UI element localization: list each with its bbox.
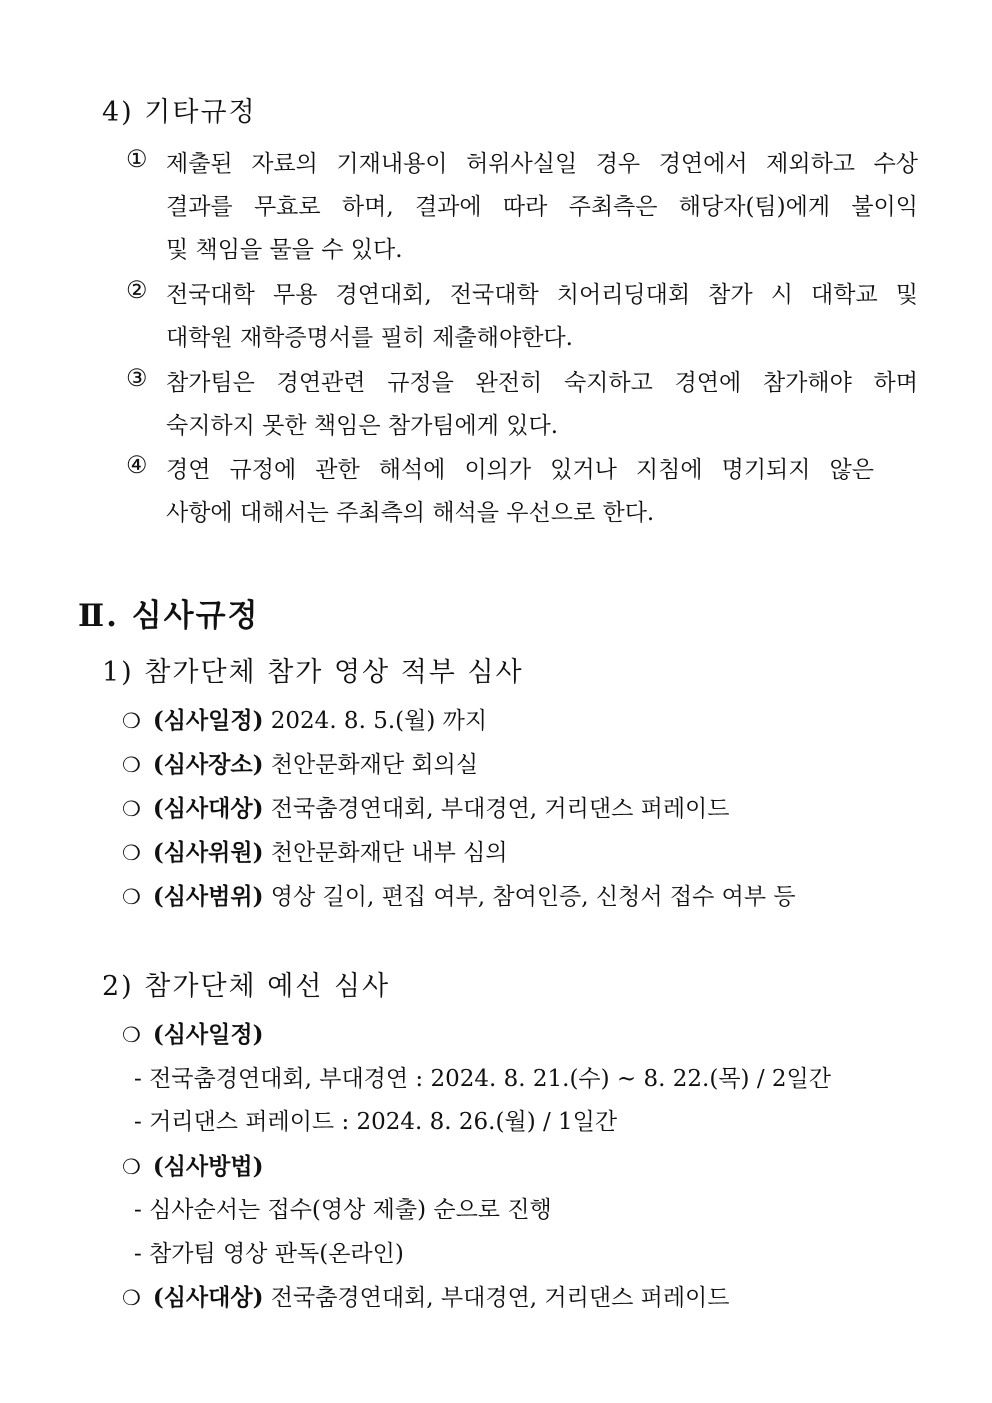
bullet-label: (심사대상) — [152, 795, 264, 822]
bullet-circle-icon: ❍ — [122, 885, 141, 909]
item-line: 경연 규정에 관한 해석에 이의가 있거나 지침에 명기되지 않은 — [166, 457, 874, 483]
bullet-item — [122, 702, 487, 735]
item-marker: ④ — [126, 451, 148, 479]
item-line: 및 책임을 물을 수 있다. — [166, 237, 403, 263]
schedule-line: - 전국춤경연대회, 부대경연 : 2024. 8. 21.(수) ~ 8. 22.(목) / 2일간 — [134, 1066, 831, 1092]
item-marker: ③ — [126, 364, 148, 392]
bullet-circle-icon: ❍ — [122, 753, 141, 777]
bullet-circle-icon: ❍ — [122, 1286, 141, 1310]
method-line: - 참가팀 영상 판독(온라인) — [134, 1241, 404, 1267]
bullet-item — [122, 1148, 263, 1181]
section-heading-etc: 4) 기타규정 — [102, 97, 257, 128]
bullet-label: (심사대상) — [152, 1284, 264, 1311]
item-line: 사항에 대해서는 주최측의 해석을 우선으로 한다. — [166, 500, 655, 526]
bullet-circle-icon: ❍ — [122, 841, 141, 865]
bullet-item — [122, 878, 796, 911]
bullet-text: 전국춤경연대회, 부대경연, 거리댄스 퍼레이드 — [263, 796, 730, 822]
item-line: 결과를 무효로 하며, 결과에 따라 주최측은 해당자(팀)에게 불이익 — [166, 194, 918, 220]
bullet-label: (심사장소) — [152, 751, 264, 778]
item-line: 전국대학 무용 경연대회, 전국대학 치어리딩대회 참가 시 대학교 및 — [166, 282, 918, 308]
bullet-label: (심사위원) — [152, 839, 264, 866]
item-line: 참가팀은 경연관련 규정을 완전히 숙지하고 경연에 참가해야 하며 — [166, 370, 918, 396]
bullet-item — [122, 1279, 729, 1312]
item-line: 숙지하지 못한 책임은 참가팀에게 있다. — [166, 413, 559, 439]
subsection-heading-1: 1) 참가단체 참가 영상 적부 심사 — [102, 657, 524, 688]
bullet-label: (심사일정) — [152, 1021, 264, 1048]
bullet-circle-icon: ❍ — [122, 709, 141, 733]
bullet-item — [122, 1016, 263, 1049]
bullet-label: (심사일정) — [152, 707, 264, 734]
item-marker: ② — [126, 276, 148, 304]
item-marker: ① — [126, 145, 148, 173]
bullet-circle-icon: ❍ — [122, 1155, 141, 1179]
bullet-item — [122, 746, 478, 779]
bullet-circle-icon: ❍ — [122, 1023, 141, 1047]
chapter-title: Ⅱ. 심사규정 — [78, 598, 260, 634]
item-line: 대학원 재학증명서를 필히 제출해야한다. — [166, 325, 573, 351]
bullet-circle-icon: ❍ — [122, 797, 141, 821]
item-line: 제출된 자료의 기재내용이 허위사실일 경우 경연에서 제외하고 수상 — [166, 151, 919, 177]
bullet-text: 천안문화재단 내부 심의 — [263, 840, 508, 866]
bullet-label: (심사방법) — [152, 1153, 264, 1180]
bullet-text: 천안문화재단 회의실 — [263, 752, 479, 778]
bullet-text: 2024. 8. 5.(월) 까지 — [263, 708, 488, 734]
schedule-line: - 거리댄스 퍼레이드 : 2024. 8. 26.(월) / 1일간 — [134, 1109, 618, 1135]
bullet-text: 영상 길이, 편집 여부, 참여인증, 신청서 접수 여부 등 — [263, 884, 796, 910]
subsection-heading-2: 2) 참가단체 예선 심사 — [102, 971, 391, 1002]
method-line: - 심사순서는 접수(영상 제출) 순으로 진행 — [134, 1197, 552, 1223]
bullet-text: 전국춤경연대회, 부대경연, 거리댄스 퍼레이드 — [263, 1285, 730, 1311]
bullet-item — [122, 834, 508, 867]
bullet-label: (심사범위) — [152, 883, 264, 910]
bullet-item — [122, 790, 729, 823]
